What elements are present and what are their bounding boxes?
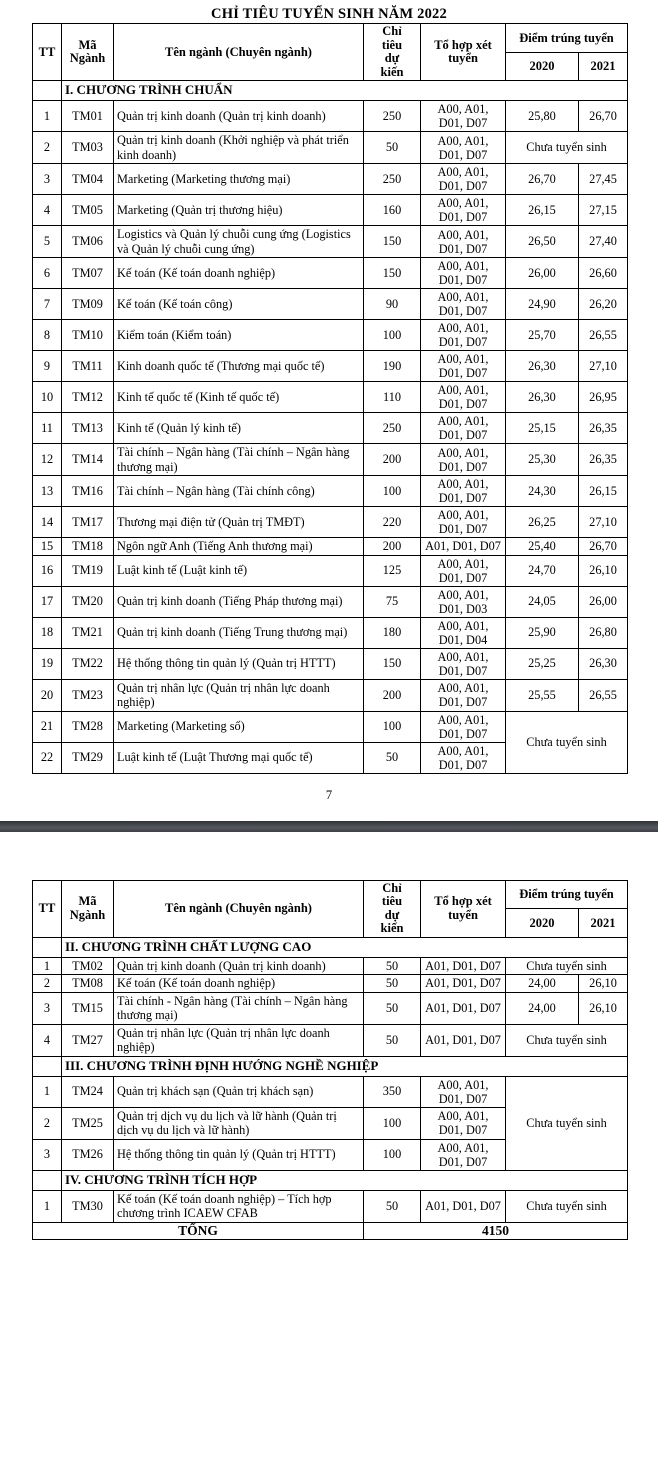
- table-row: [33, 382, 628, 413]
- cell-score-2021: 26,10: [579, 992, 628, 1024]
- cell-to-hop: A00, A01, D01, D07: [421, 555, 506, 586]
- cell-chi-tieu: 50: [364, 957, 421, 975]
- cell-ten-nganh: Quản trị kinh doanh (Tiếng Pháp thương mại): [114, 586, 364, 617]
- cell-tt: 7: [33, 289, 62, 320]
- cell-score-2021: 27,40: [579, 226, 628, 258]
- cell-chi-tieu: 160: [364, 195, 421, 226]
- cell-to-hop: A00, A01, D01, D07: [421, 444, 506, 476]
- cell-score-2020: 26,15: [506, 195, 579, 226]
- cell-to-hop: A00, A01, D01, D07: [421, 1139, 506, 1170]
- cell-score-2021: 26,10: [579, 555, 628, 586]
- cell-to-hop: A00, A01, D01, D07: [421, 289, 506, 320]
- cell-to-hop: A00, A01, D01, D07: [421, 507, 506, 538]
- cell-to-hop: A00, A01, D01, D07: [421, 101, 506, 132]
- cell-ma-nganh: TM12: [62, 382, 114, 413]
- cell-to-hop: A01, D01, D07: [421, 1024, 506, 1056]
- cell-ten-nganh: Luật kinh tế (Luật kinh tế): [114, 555, 364, 586]
- cell-ten-nganh: Hệ thống thông tin quản lý (Quản trị HTTT): [114, 1139, 364, 1170]
- cell-tt: 8: [33, 320, 62, 351]
- cell-ma-nganh: TM14: [62, 444, 114, 476]
- chi-tieu-line2: tiêu: [381, 37, 403, 52]
- cell-tt: 2: [33, 132, 62, 164]
- cell-to-hop: A00, A01, D01, D07: [421, 711, 506, 742]
- cell-score-2020: 25,25: [506, 648, 579, 679]
- cell-ten-nganh: Quản trị khách sạn (Quản trị khách sạn): [114, 1076, 364, 1107]
- cell-score-2020: 24,05: [506, 586, 579, 617]
- cell-ma-nganh: TM20: [62, 586, 114, 617]
- cell-chi-tieu: 350: [364, 1076, 421, 1107]
- cell-tt: 12: [33, 444, 62, 476]
- cell-tt: 2: [33, 1107, 62, 1139]
- cell-score-2020: 24,00: [506, 992, 579, 1024]
- cell-to-hop: A00, A01, D01, D07: [421, 164, 506, 195]
- cell-score-2020: 25,70: [506, 320, 579, 351]
- table-row: [33, 351, 628, 382]
- table-row: [33, 320, 628, 351]
- cell-chi-tieu: 50: [364, 742, 421, 773]
- cell-chi-tieu: 50: [364, 992, 421, 1024]
- col-header-ten-nganh: Tên ngành (Chuyên ngành): [114, 24, 364, 81]
- cell-score-2020: 26,00: [506, 258, 579, 289]
- cell-score-2021: 26,70: [579, 101, 628, 132]
- cell-score-2020: 25,15: [506, 413, 579, 444]
- cell-ten-nganh: Kế toán (Kế toán công): [114, 289, 364, 320]
- col-header-ten-nganh: Tên ngành (Chuyên ngành): [114, 880, 364, 937]
- cell-ma-nganh: TM01: [62, 101, 114, 132]
- cell-ma-nganh: TM24: [62, 1076, 114, 1107]
- cell-to-hop: A00, A01, D01, D07: [421, 195, 506, 226]
- table-header-1: [33, 24, 628, 81]
- section-heading-spacer: [33, 1056, 62, 1076]
- col-header-diem-trung-tuyen: Điểm trúng tuyển: [506, 24, 628, 53]
- cell-ma-nganh: TM29: [62, 742, 114, 773]
- chi-tieu-line3: dự: [384, 907, 400, 922]
- cell-ten-nganh: Quản trị kinh doanh (Quản trị kinh doanh): [114, 957, 364, 975]
- cell-ma-nganh: TM08: [62, 975, 114, 993]
- col-header-to-hop: [421, 880, 506, 937]
- table-section-page-7: [0, 23, 658, 774]
- cell-ma-nganh: TM27: [62, 1024, 114, 1056]
- cell-to-hop: A01, D01, D07: [421, 957, 506, 975]
- cell-to-hop: A00, A01, D01, D07: [421, 382, 506, 413]
- cell-chi-tieu: 220: [364, 507, 421, 538]
- section-heading-row: [33, 81, 628, 101]
- cell-chi-tieu: 50: [364, 975, 421, 993]
- cell-ma-nganh: TM10: [62, 320, 114, 351]
- table-section-page-8: [0, 880, 658, 1241]
- total-value: 4150: [364, 1222, 628, 1240]
- cell-chi-tieu: 100: [364, 711, 421, 742]
- chi-tieu-line1: Chỉ: [382, 24, 402, 38]
- cell-score-2021: 26,55: [579, 679, 628, 711]
- cell-chi-tieu: 150: [364, 226, 421, 258]
- cell-chi-tieu: 200: [364, 679, 421, 711]
- cell-tt: 6: [33, 258, 62, 289]
- cell-tt: 20: [33, 679, 62, 711]
- cell-ma-nganh: TM06: [62, 226, 114, 258]
- to-hop-line1: Tổ hợp xét: [434, 37, 492, 52]
- col-header-ma-nganh: [62, 880, 114, 937]
- cell-to-hop: A00, A01, D01, D07: [421, 476, 506, 507]
- cell-to-hop: A00, A01, D01, D07: [421, 258, 506, 289]
- page-number: 7: [325, 787, 333, 802]
- ma-nganh-line2: Ngành: [69, 907, 106, 922]
- col-header-tt: TT: [33, 880, 62, 937]
- cell-tt: 17: [33, 586, 62, 617]
- cell-to-hop: A00, A01, D01, D07: [421, 1076, 506, 1107]
- cell-to-hop: A00, A01, D01, D03: [421, 586, 506, 617]
- section-heading-label: II. CHƯƠNG TRÌNH CHẤT LƯỢNG CAO: [62, 937, 628, 957]
- cell-score-2020: 26,30: [506, 351, 579, 382]
- cell-score-2020: 24,90: [506, 289, 579, 320]
- cell-ten-nganh: Hệ thống thông tin quản lý (Quản trị HTTT): [114, 648, 364, 679]
- table-row: [33, 164, 628, 195]
- cell-ten-nganh: Kế toán (Kế toán doanh nghiệp): [114, 258, 364, 289]
- chi-tieu-line4: kiến: [380, 921, 404, 935]
- cell-ten-nganh: Marketing (Marketing thương mại): [114, 164, 364, 195]
- cell-not-enrolled: Chưa tuyển sinh: [506, 711, 628, 773]
- table-row: [33, 507, 628, 538]
- cell-ma-nganh: TM21: [62, 617, 114, 648]
- table-row: [33, 679, 628, 711]
- cell-chi-tieu: 50: [364, 1024, 421, 1056]
- cell-chi-tieu: 250: [364, 413, 421, 444]
- cell-score-2020: 25,30: [506, 444, 579, 476]
- cell-chi-tieu: 110: [364, 382, 421, 413]
- table-row: [33, 1024, 628, 1056]
- cell-ten-nganh: Ngôn ngữ Anh (Tiếng Anh thương mại): [114, 538, 364, 556]
- cell-chi-tieu: 150: [364, 648, 421, 679]
- cell-chi-tieu: 100: [364, 476, 421, 507]
- col-header-year-2020: 2020: [506, 52, 579, 81]
- section-heading-spacer: [33, 81, 62, 101]
- total-row: [33, 1222, 628, 1240]
- cell-tt: 1: [33, 101, 62, 132]
- cell-ma-nganh: TM16: [62, 476, 114, 507]
- cell-score-2020: 25,80: [506, 101, 579, 132]
- col-header-diem-trung-tuyen: Điểm trúng tuyển: [506, 880, 628, 909]
- cell-score-2020: 26,30: [506, 382, 579, 413]
- cell-to-hop: A00, A01, D01, D04: [421, 617, 506, 648]
- cell-tt: 14: [33, 507, 62, 538]
- cell-ten-nganh: Quản trị dịch vụ du lịch và lữ hành (Quản trị dịch vụ du lịch và lữ hành): [114, 1107, 364, 1139]
- cell-ma-nganh: TM23: [62, 679, 114, 711]
- cell-tt: 22: [33, 742, 62, 773]
- to-hop-line2: tuyển: [448, 907, 478, 922]
- cell-score-2021: 27,15: [579, 195, 628, 226]
- cell-to-hop: A00, A01, D01, D07: [421, 320, 506, 351]
- cell-score-2021: 26,00: [579, 586, 628, 617]
- cell-score-2020: 26,70: [506, 164, 579, 195]
- cell-not-enrolled: Chưa tuyển sinh: [506, 1076, 628, 1170]
- ma-nganh-line1: Mã: [78, 37, 97, 52]
- col-header-tt: TT: [33, 24, 62, 81]
- cell-tt: 1: [33, 1190, 62, 1222]
- section-heading-label: IV. CHƯƠNG TRÌNH TÍCH HỢP: [62, 1170, 628, 1190]
- cell-score-2021: 26,10: [579, 975, 628, 993]
- table-header-2: [33, 880, 628, 937]
- table-row: [33, 648, 628, 679]
- cell-tt: 18: [33, 617, 62, 648]
- table-row: [33, 132, 628, 164]
- cell-ma-nganh: TM03: [62, 132, 114, 164]
- col-header-to-hop: [421, 24, 506, 81]
- table-row: [33, 1190, 628, 1222]
- section-heading-row: [33, 1056, 628, 1076]
- cell-to-hop: A01, D01, D07: [421, 992, 506, 1024]
- cell-score-2021: 26,20: [579, 289, 628, 320]
- cell-to-hop: A00, A01, D01, D07: [421, 742, 506, 773]
- cell-to-hop: A01, D01, D07: [421, 975, 506, 993]
- col-header-year-2021: 2021: [579, 52, 628, 81]
- col-header-chi-tieu: [364, 24, 421, 81]
- chi-tieu-line4: kiến: [380, 64, 404, 79]
- cell-ten-nganh: Kinh tế quốc tế (Kinh tế quốc tế): [114, 382, 364, 413]
- cell-not-enrolled: Chưa tuyển sinh: [506, 132, 628, 164]
- cell-ten-nganh: Tài chính - Ngân hàng (Tài chính – Ngân hàng thương mại): [114, 992, 364, 1024]
- cell-chi-tieu: 200: [364, 538, 421, 556]
- cell-ten-nganh: Quản trị kinh doanh (Tiếng Trung thương mại): [114, 617, 364, 648]
- cell-chi-tieu: 90: [364, 289, 421, 320]
- cell-chi-tieu: 75: [364, 586, 421, 617]
- cell-to-hop: A00, A01, D01, D07: [421, 648, 506, 679]
- table-row: [33, 444, 628, 476]
- cell-ma-nganh: TM05: [62, 195, 114, 226]
- admission-table-1: [32, 23, 628, 774]
- cell-tt: 4: [33, 1024, 62, 1056]
- cell-tt: 1: [33, 1076, 62, 1107]
- cell-ten-nganh: Tài chính – Ngân hàng (Tài chính công): [114, 476, 364, 507]
- cell-tt: 3: [33, 992, 62, 1024]
- header-row-top: [33, 24, 628, 53]
- cell-tt: 15: [33, 538, 62, 556]
- cell-chi-tieu: 100: [364, 320, 421, 351]
- cell-tt: 11: [33, 413, 62, 444]
- cell-chi-tieu: 150: [364, 258, 421, 289]
- col-header-chi-tieu: [364, 880, 421, 937]
- cell-score-2021: 26,30: [579, 648, 628, 679]
- table-row: [33, 101, 628, 132]
- cell-score-2020: 25,90: [506, 617, 579, 648]
- cell-ten-nganh: Quản trị nhân lực (Quản trị nhân lực doanh nghiệp): [114, 1024, 364, 1056]
- cell-score-2021: 26,80: [579, 617, 628, 648]
- section-heading-row: [33, 937, 628, 957]
- cell-ma-nganh: TM22: [62, 648, 114, 679]
- page-title: CHỈ TIÊU TUYỂN SINH NĂM 2022: [211, 6, 447, 22]
- cell-score-2020: 24,70: [506, 555, 579, 586]
- cell-score-2020: 26,50: [506, 226, 579, 258]
- cell-score-2021: 27,10: [579, 507, 628, 538]
- cell-score-2020: 24,30: [506, 476, 579, 507]
- cell-score-2021: 26,35: [579, 413, 628, 444]
- cell-score-2020: 24,00: [506, 975, 579, 993]
- cell-to-hop: A00, A01, D01, D07: [421, 413, 506, 444]
- cell-ma-nganh: TM07: [62, 258, 114, 289]
- cell-ten-nganh: Thương mại điện tử (Quản trị TMĐT): [114, 507, 364, 538]
- cell-to-hop: A00, A01, D01, D07: [421, 1107, 506, 1139]
- cell-ten-nganh: Tài chính – Ngân hàng (Tài chính – Ngân hàng thương mại): [114, 444, 364, 476]
- cell-ma-nganh: TM18: [62, 538, 114, 556]
- cell-score-2021: 26,60: [579, 258, 628, 289]
- cell-ten-nganh: Marketing (Marketing số): [114, 711, 364, 742]
- page-break-separator: [0, 821, 658, 832]
- cell-ten-nganh: Kế toán (Kế toán doanh nghiệp) – Tích hợp chương trình ICAEW CFAB: [114, 1190, 364, 1222]
- ma-nganh-line2: Ngành: [69, 51, 106, 65]
- cell-chi-tieu: 250: [364, 164, 421, 195]
- cell-to-hop: A00, A01, D01, D07: [421, 679, 506, 711]
- cell-ma-nganh: TM09: [62, 289, 114, 320]
- cell-ma-nganh: TM04: [62, 164, 114, 195]
- cell-tt: 16: [33, 555, 62, 586]
- section-heading-row: [33, 1170, 628, 1190]
- section-heading-label: III. CHƯƠNG TRÌNH ĐỊNH HƯỚNG NGHỀ NGHIỆP: [62, 1056, 628, 1076]
- table-row: [33, 538, 628, 556]
- cell-ten-nganh: Marketing (Quản trị thương hiệu): [114, 195, 364, 226]
- cell-ten-nganh: Quản trị kinh doanh (Khởi nghiệp và phát triển kinh doanh): [114, 132, 364, 164]
- cell-to-hop: A00, A01, D01, D07: [421, 132, 506, 164]
- cell-tt: 19: [33, 648, 62, 679]
- cell-tt: 3: [33, 1139, 62, 1170]
- section-heading-spacer: [33, 1170, 62, 1190]
- cell-score-2020: 26,25: [506, 507, 579, 538]
- cell-chi-tieu: 190: [364, 351, 421, 382]
- cell-tt: 21: [33, 711, 62, 742]
- cell-ten-nganh: Quản trị kinh doanh (Quản trị kinh doanh): [114, 101, 364, 132]
- cell-chi-tieu: 50: [364, 1190, 421, 1222]
- to-hop-line2: tuyển: [448, 51, 478, 65]
- cell-ma-nganh: TM13: [62, 413, 114, 444]
- cell-to-hop: A00, A01, D01, D07: [421, 226, 506, 258]
- cell-tt: 10: [33, 382, 62, 413]
- cell-score-2021: 26,95: [579, 382, 628, 413]
- col-header-year-2021: 2021: [579, 909, 628, 938]
- cell-score-2020: 25,40: [506, 538, 579, 556]
- cell-chi-tieu: 100: [364, 1139, 421, 1170]
- cell-score-2021: 27,10: [579, 351, 628, 382]
- cell-ten-nganh: Kiểm toán (Kiểm toán): [114, 320, 364, 351]
- table-body-1: [33, 81, 628, 774]
- table-row: [33, 258, 628, 289]
- table-row: [33, 413, 628, 444]
- table-row: [33, 617, 628, 648]
- cell-chi-tieu: 50: [364, 132, 421, 164]
- cell-score-2020: 25,55: [506, 679, 579, 711]
- total-label: TỔNG: [33, 1222, 364, 1240]
- cell-tt: 9: [33, 351, 62, 382]
- header-row-top-2: [33, 880, 628, 909]
- cell-ten-nganh: Kinh tế (Quản lý kinh tế): [114, 413, 364, 444]
- cell-tt: 4: [33, 195, 62, 226]
- table-row: [33, 195, 628, 226]
- cell-ma-nganh: TM15: [62, 992, 114, 1024]
- cell-score-2021: 27,45: [579, 164, 628, 195]
- cell-tt: 3: [33, 164, 62, 195]
- cell-score-2021: 26,15: [579, 476, 628, 507]
- to-hop-line1: Tổ hợp xét: [434, 894, 492, 908]
- cell-ma-nganh: TM11: [62, 351, 114, 382]
- cell-to-hop: A01, D01, D07: [421, 1190, 506, 1222]
- cell-ten-nganh: Quản trị nhân lực (Quản trị nhân lực doanh nghiệp): [114, 679, 364, 711]
- table-row: [33, 1076, 628, 1107]
- col-header-year-2020: 2020: [506, 909, 579, 938]
- chi-tieu-line2: tiêu: [381, 894, 403, 908]
- cell-tt: 1: [33, 957, 62, 975]
- cell-to-hop: A00, A01, D01, D07: [421, 351, 506, 382]
- table-row: [33, 586, 628, 617]
- cell-ten-nganh: Kinh doanh quốc tế (Thương mại quốc tế): [114, 351, 364, 382]
- cell-not-enrolled: Chưa tuyển sinh: [506, 1024, 628, 1056]
- cell-chi-tieu: 250: [364, 101, 421, 132]
- section-heading-spacer: [33, 937, 62, 957]
- cell-score-2021: 26,70: [579, 538, 628, 556]
- cell-ma-nganh: TM30: [62, 1190, 114, 1222]
- cell-ten-nganh: Kế toán (Kế toán doanh nghiệp): [114, 975, 364, 993]
- cell-ma-nganh: TM25: [62, 1107, 114, 1139]
- cell-ma-nganh: TM19: [62, 555, 114, 586]
- chi-tieu-line3: dự: [384, 51, 400, 65]
- cell-score-2021: 26,35: [579, 444, 628, 476]
- admission-table-2: [32, 880, 628, 1241]
- cell-ma-nganh: TM17: [62, 507, 114, 538]
- table-row: [33, 226, 628, 258]
- table-row: [33, 992, 628, 1024]
- section-heading-label: I. CHƯƠNG TRÌNH CHUẨN: [62, 81, 628, 101]
- cell-chi-tieu: 200: [364, 444, 421, 476]
- table-row: [33, 975, 628, 993]
- cell-tt: 13: [33, 476, 62, 507]
- cell-ten-nganh: Luật kinh tế (Luật Thương mại quốc tế): [114, 742, 364, 773]
- cell-ma-nganh: TM02: [62, 957, 114, 975]
- cell-to-hop: A01, D01, D07: [421, 538, 506, 556]
- cell-chi-tieu: 180: [364, 617, 421, 648]
- table-row: [33, 555, 628, 586]
- cell-score-2021: 26,55: [579, 320, 628, 351]
- cell-ma-nganh: TM28: [62, 711, 114, 742]
- cell-not-enrolled: Chưa tuyển sinh: [506, 957, 628, 975]
- cell-tt: 5: [33, 226, 62, 258]
- cell-chi-tieu: 125: [364, 555, 421, 586]
- cell-chi-tieu: 100: [364, 1107, 421, 1139]
- ma-nganh-line1: Mã: [78, 894, 97, 908]
- cell-not-enrolled: Chưa tuyển sinh: [506, 1190, 628, 1222]
- cell-ma-nganh: TM26: [62, 1139, 114, 1170]
- table-row: [33, 476, 628, 507]
- table-row: [33, 957, 628, 975]
- chi-tieu-line1: Chỉ: [382, 880, 402, 895]
- table-row: [33, 711, 628, 742]
- cell-tt: 2: [33, 975, 62, 993]
- cell-ten-nganh: Logistics và Quản lý chuỗi cung ứng (Logistics và Quản lý chuỗi cung ứng): [114, 226, 364, 258]
- table-row: [33, 289, 628, 320]
- table-body-2: [33, 937, 628, 1240]
- col-header-ma-nganh: [62, 24, 114, 81]
